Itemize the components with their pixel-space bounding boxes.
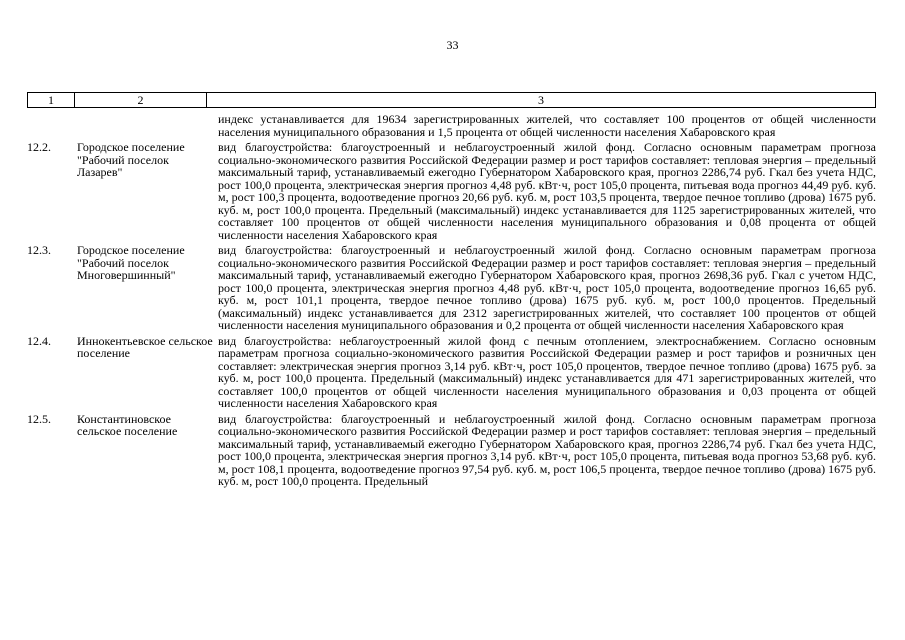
table-row	[27, 113, 876, 138]
table-row	[27, 413, 876, 488]
row-description: вид благоустройства: благоустроенный и неблагоустроенный жилой фонд. Согласно основным параметрам прогноза социально-экономического развития Российской Федерации размер и рост тарифов составляет: тепловая энергия – предельный максимальный тариф, устанавливаемый ежегодно Губернатором Хабаровского края, прогноз 2698,36 руб. Гкал с учетом НДС, рост 100,0 процента, электрическая энергия прогноз 4,48 руб. кВт·ч, рост 105,0 процента, водоотведение прогноз 16,65 руб. куб. м, рост 101,1 процента, твердое печное топливо (дрова) 1675 руб. куб. м, рост 100,0 процентов. Предельный (максимальный) индекс устанавливается для 2312 зарегистрированных жителей, что составляет 100 процентов от общей численности населения муниципального образования и 0,2 процента от общей численности населения Хабаровского края	[218, 243, 876, 332]
row-number: 12.5.	[27, 411, 51, 426]
settlement-name: Иннокентьевское сельское поселение	[77, 333, 213, 360]
page-number: 33	[446, 38, 459, 52]
row-number	[27, 113, 73, 138]
table-body	[27, 113, 876, 491]
settlement-name	[73, 113, 213, 138]
row-number: 12.4.	[27, 333, 51, 348]
header-col-2: 2	[75, 93, 207, 108]
header-col-1: 1	[28, 93, 75, 108]
table-row	[27, 244, 876, 332]
settlement-name: Городское поселение "Рабочий поселок Многовершинный"	[77, 243, 185, 282]
row-description: вид благоустройства: благоустроенный и неблагоустроенный жилой фонд. Согласно основным параметрам прогноза социально-экономического развития Российской Федерации размер и рост тарифов составляет: тепловая энергия – предельный максимальный тариф, устанавливаемый ежегодно Губернатором Хабаровского края, прогноз 2286,74 руб. Гкал без учета НДС, рост 100,0 процента, электрическая энергия прогноз 4,48 руб. кВт·ч, рост 105,0 процента, питьевая вода прогноз 44,49 руб. куб. м, рост 100,3 процента, водоотведение прогноз 20,66 руб. куб. м, рост 103,5 процента, твердое печное топливо (дрова) 1675 руб. куб. м, рост 100,0 процента. Предельный (максимальный) индекс устанавливается для 1125 зарегистрированных жителей, что составляет 100 процентов от общей численности населения муниципального образования и 0,08 процента от общей численности населения Хабаровского края	[218, 140, 876, 242]
table-header	[27, 92, 876, 108]
row-description: вид благоустройства: неблагоустроенный жилой фонд с печным отоплением, электроснабжением. Согласно основным параметрам прогноза социально-экономического развития Российской Федерации размер и рост тарифов и розничных цен составляет: электрическая энергия прогноз 3,14 руб. кВт·ч, рост 105,0 процентов, твердое печное топливо (дрова) 1675 руб. за куб. м, рост 100,0 процента. Предельный (максимальный) индекс устанавливается для 471 зарегистрированных жителей, что составляет 100,0 процентов от общей численности населения муниципального образования и 0,03 процента от общей численности населения Хабаровского края	[218, 333, 876, 410]
row-number: 12.3.	[27, 243, 51, 257]
header-col-3: 3	[207, 93, 876, 108]
row-description: вид благоустройства: благоустроенный и неблагоустроенный жилой фонд. Согласно основным параметрам прогноза социально-экономического развития Российской Федерации размер и рост тарифов составляет: тепловая энергия – предельный максимальный тариф, устанавливаемый ежегодно Губернатором Хабаровского края, прогноз 2286,74 руб. Гкал без учета НДС, рост 100,0 процента, электрическая энергия прогноз 3,14 руб. кВт·ч, рост 105,0 процента, питьевая вода прогноз 53,68 руб. куб. м, рост 108,1 процента, водоотведение прогноз 97,54 руб. куб. м, рост 106,5 процента, твердое печное топливо (дрова) 1675 руб. куб. м, рост 100,0 процента. Предельный	[218, 411, 876, 488]
row-number: 12.2.	[27, 140, 51, 154]
settlement-name: Константиновское сельское поселение	[77, 411, 178, 438]
table-row	[27, 335, 876, 410]
row-description: индекс устанавливается для 19634 зарегистрированных жителей, что составляет 100 процентов от общей численности населения муниципального образования и 1,5 процента от общей численности населения Хабаровского края	[218, 112, 876, 139]
table-row	[27, 141, 876, 241]
settlement-name: Городское поселение "Рабочий поселок Лазарев"	[77, 140, 185, 179]
